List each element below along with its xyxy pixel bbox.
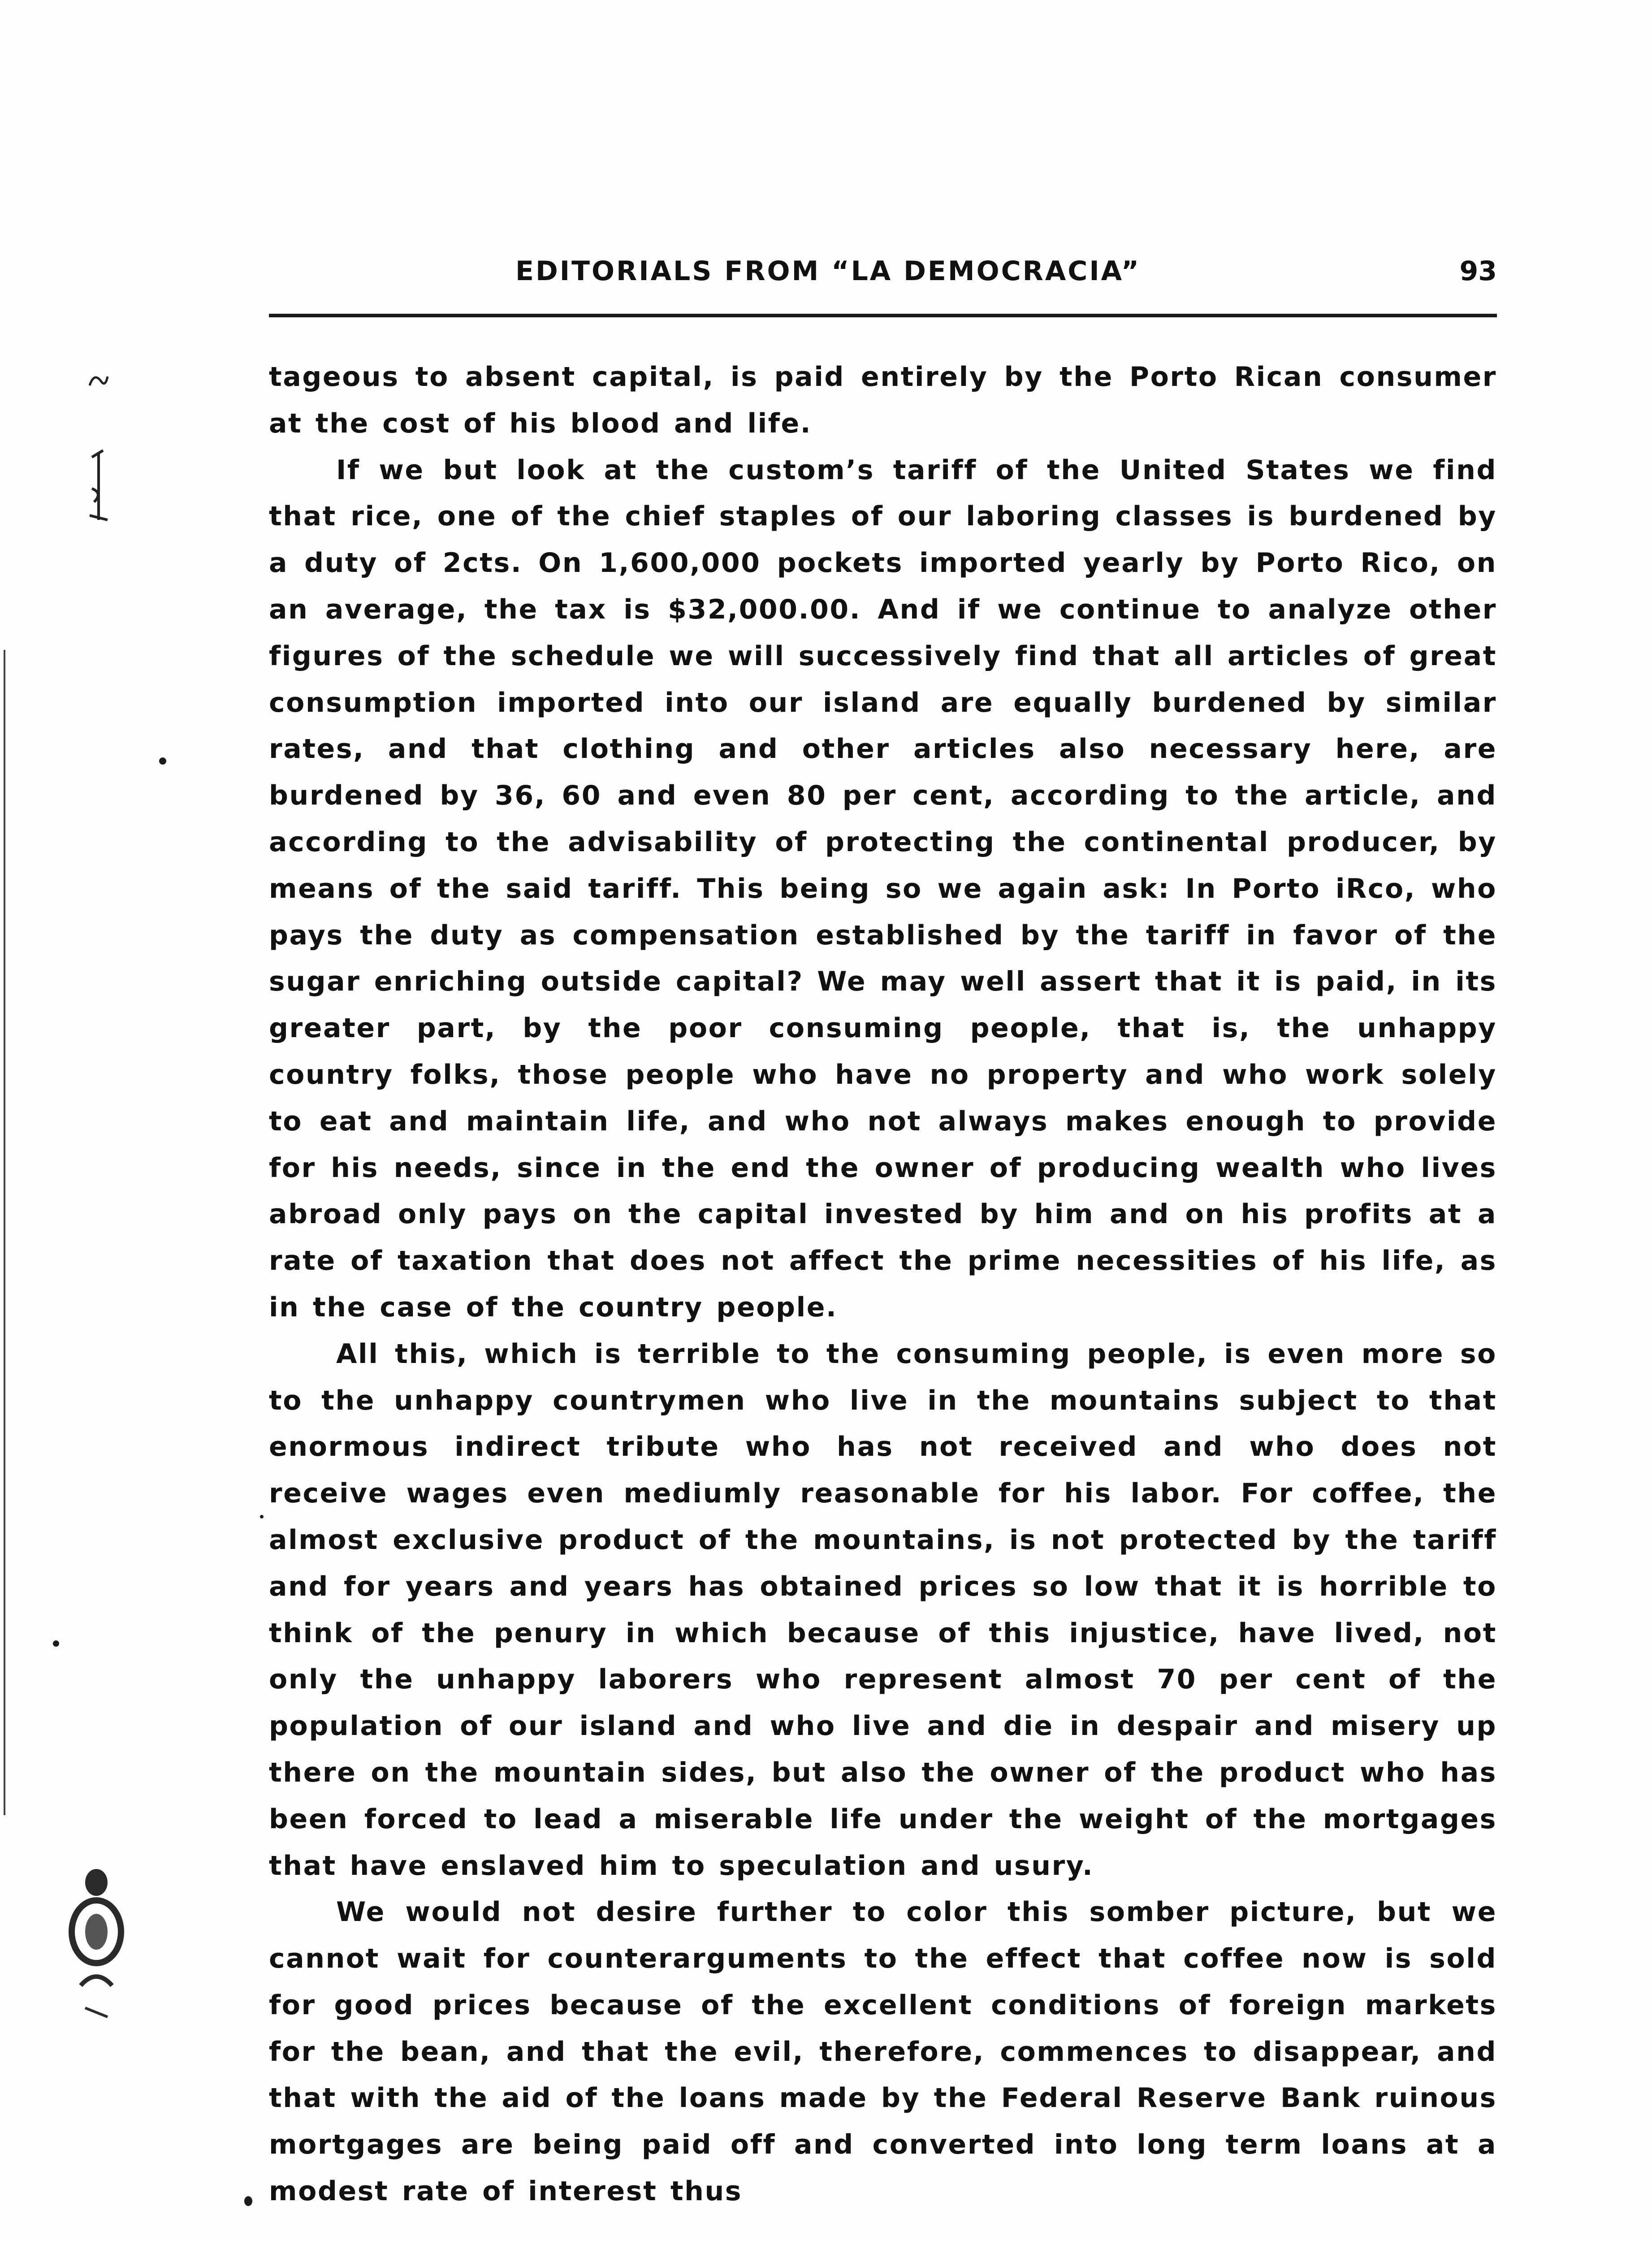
scan-speck <box>53 1640 59 1647</box>
paragraph-continuation: tageous to absent capital, is paid entirely by the Porto Rican consumer at the cost of his blood and life. <box>269 361 1497 439</box>
page-header <box>269 255 1497 309</box>
margin-scribble-icon <box>85 448 112 524</box>
scan-speck <box>159 757 166 765</box>
scan-edge-line <box>4 650 5 1815</box>
paragraph-tariff: If we but look at the custom’s tariff of the United States we find that rice, one of the chief staples of our laboring classes is burdened by a duty of 2cts. On 1,600,000 pockets imported yearly by Porto Rico, on an average, the tax is $32,000.00. And if we continue to analyze other figures of the schedule we will successively find that all articles of great consumption imported into our island are equally burdened by similar rates, and that clothing and other articles also necessary here, are burdened by 36, 60 and even 80 per cent, according to the article, and according to the advisability of protecting the continental producer, by means of the said tariff. This being so we again ask: In Porto iRco, who pays the duty as compensation established by the tariff in favor of the sugar enriching outside capital? We may well assert that it is paid, in its greater part, by the poor consuming people, that is, the unhappy country folks, those people who have no property and who work solely to eat and maintain life, and who not always makes enough to provide for his needs, since in the end the owner of producing wealth who lives abroad only pays on the capital invested by him and on his profits at a rate of taxation that does not affect the prime necessities of his life, as in the case of the country people. <box>269 454 1497 1323</box>
paragraph-somber-picture: We would not desire further to color this somber picture, but we cannot wait for counterarguments to the effect that coffee now is sold for good prices because of the excellent conditions of foreign markets for the bean, and that the evil, therefore, commences to disappear, and that with the aid of the loans made by the Federal Reserve Bank ruinous mortgages are being paid off and converted into long term loans at a modest rate of interest thus <box>269 1896 1497 2207</box>
header-rule <box>269 314 1497 317</box>
body-text <box>269 354 1497 2215</box>
scan-speck <box>244 2196 252 2206</box>
scan-speck <box>260 1515 264 1519</box>
printer-ornament-icon <box>63 1856 130 2026</box>
paragraph-mountains: All this, which is terrible to the consuming people, is even more so to the unhappy countrymen who live in the mountains subject to that enormous indirect tribute who has not received and who does not receive wages even mediumly reasonable for his labor. For coffee, the almost exclusive product of the mountains, is not protected by the tariff and for years and years has obtained prices so low that it is horrible to think of the penury in which because of this injustice, have lived, not only the unhappy laborers who represent almost 70 per cent of the population of our island and who live and die in despair and misery up there on the mountain sides, but also the owner of the product who has been forced to lead a miserable life under the weight of the mortgages that have enslaved him to speculation and usury. <box>269 1338 1497 1882</box>
page-number: 93 <box>1459 255 1497 287</box>
margin-scribble-icon <box>85 368 112 394</box>
running-title: EDITORIALS FROM “LA DEMOCRACIA” <box>515 255 1141 287</box>
